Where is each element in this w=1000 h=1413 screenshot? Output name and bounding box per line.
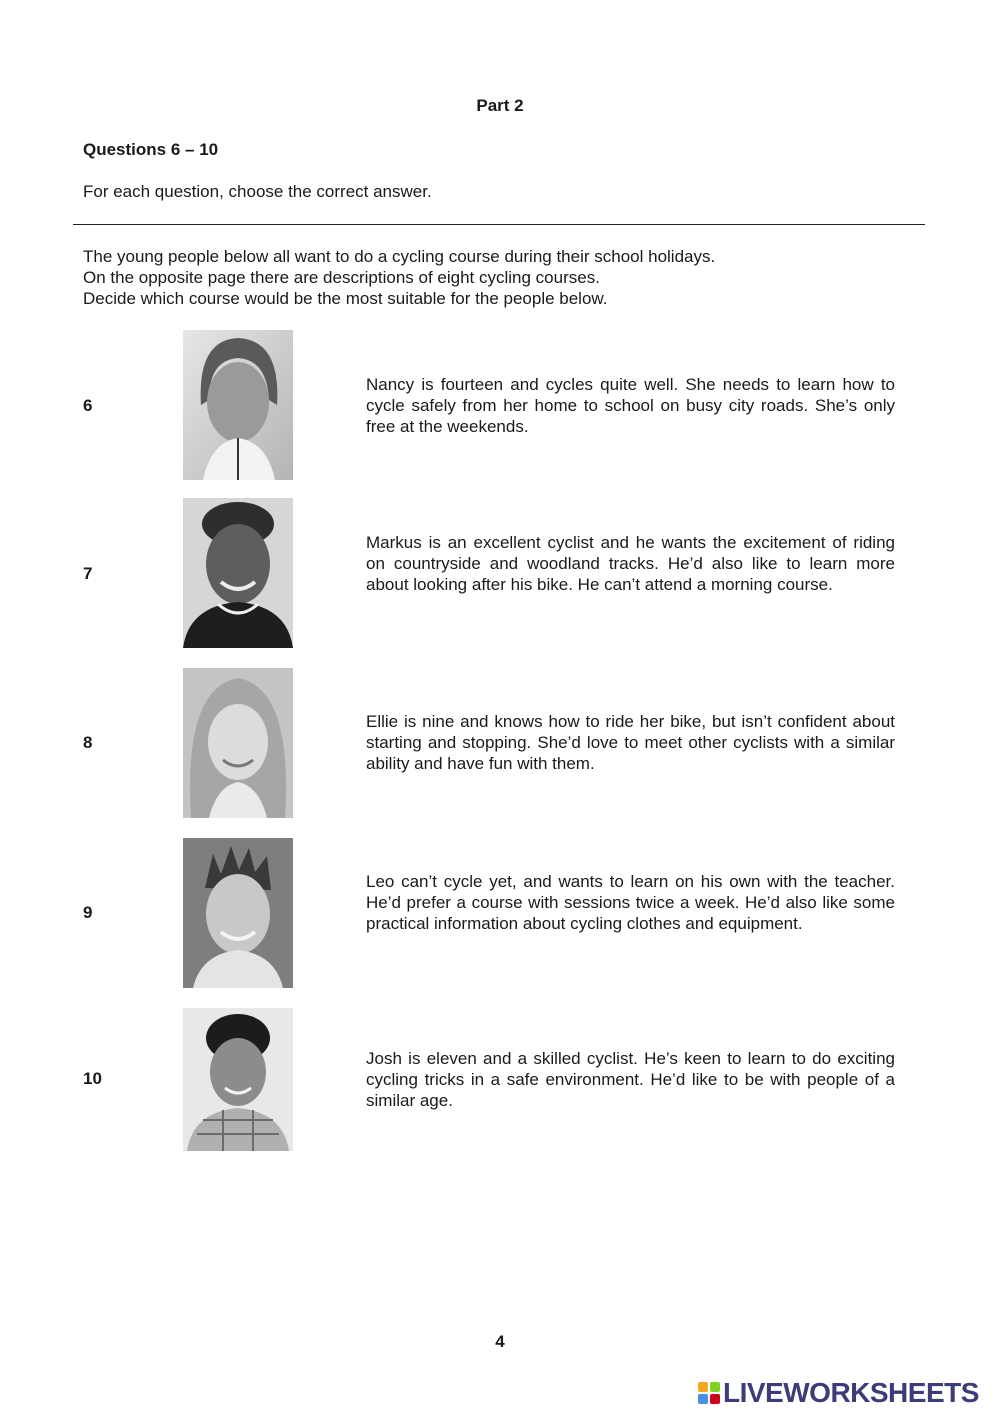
photo-nancy <box>183 330 293 480</box>
question-number-9: 9 <box>83 903 93 922</box>
liveworksheets-logo-icon <box>697 1381 721 1405</box>
description-nancy: Nancy is fourteen and cycles quite well. She needs to learn how to cycle safely from her home to school on busy city roads. She’s only free at the weekends. <box>366 375 895 436</box>
question-number-6: 6 <box>83 396 93 415</box>
photo-leo <box>183 838 293 988</box>
liveworksheets-brand[interactable] <box>697 1376 979 1410</box>
photo-markus <box>183 498 293 648</box>
part-title: Part 2 <box>476 96 524 115</box>
photo-ellie <box>183 668 293 818</box>
question-number-7: 7 <box>83 564 93 583</box>
divider-line <box>73 224 925 225</box>
description-ellie: Ellie is nine and knows how to ride her bike, but isn’t confident about starting and stopping. She’d love to meet other cyclists with a similar ability and have fun with them. <box>366 712 895 773</box>
intro-paragraph <box>83 246 715 309</box>
description-markus: Markus is an excellent cyclist and he wants the excitement of riding on countryside and woodland tracks. He’d also like to learn more about looking after his bike. He can’t attend a morning course. <box>366 533 895 594</box>
photo-josh <box>183 1008 293 1151</box>
page-number: 4 <box>495 1332 505 1351</box>
question-number-8: 8 <box>83 733 93 752</box>
instruction-text: For each question, choose the correct answer. <box>83 182 432 201</box>
description-leo: Leo can’t cycle yet, and wants to learn on his own with the teacher. He’d prefer a course with sessions twice a week. He’d also like some practical information about cycling clothes and equipment. <box>366 872 895 933</box>
intro-line: The young people below all want to do a cycling course during their school holidays. <box>83 247 716 266</box>
question-number-10: 10 <box>83 1069 102 1088</box>
brand-wordmark: LIVEWORKSHEETS <box>723 1377 979 1408</box>
intro-line: Decide which course would be the most suitable for the people below. <box>83 289 608 308</box>
description-josh: Josh is eleven and a skilled cyclist. He’s keen to learn to do exciting cycling tricks in a safe environment. He’d like to be with people of a similar age. <box>366 1049 895 1110</box>
intro-line: On the opposite page there are descriptions of eight cycling courses. <box>83 268 600 287</box>
questions-title: Questions 6 – 10 <box>83 140 219 159</box>
